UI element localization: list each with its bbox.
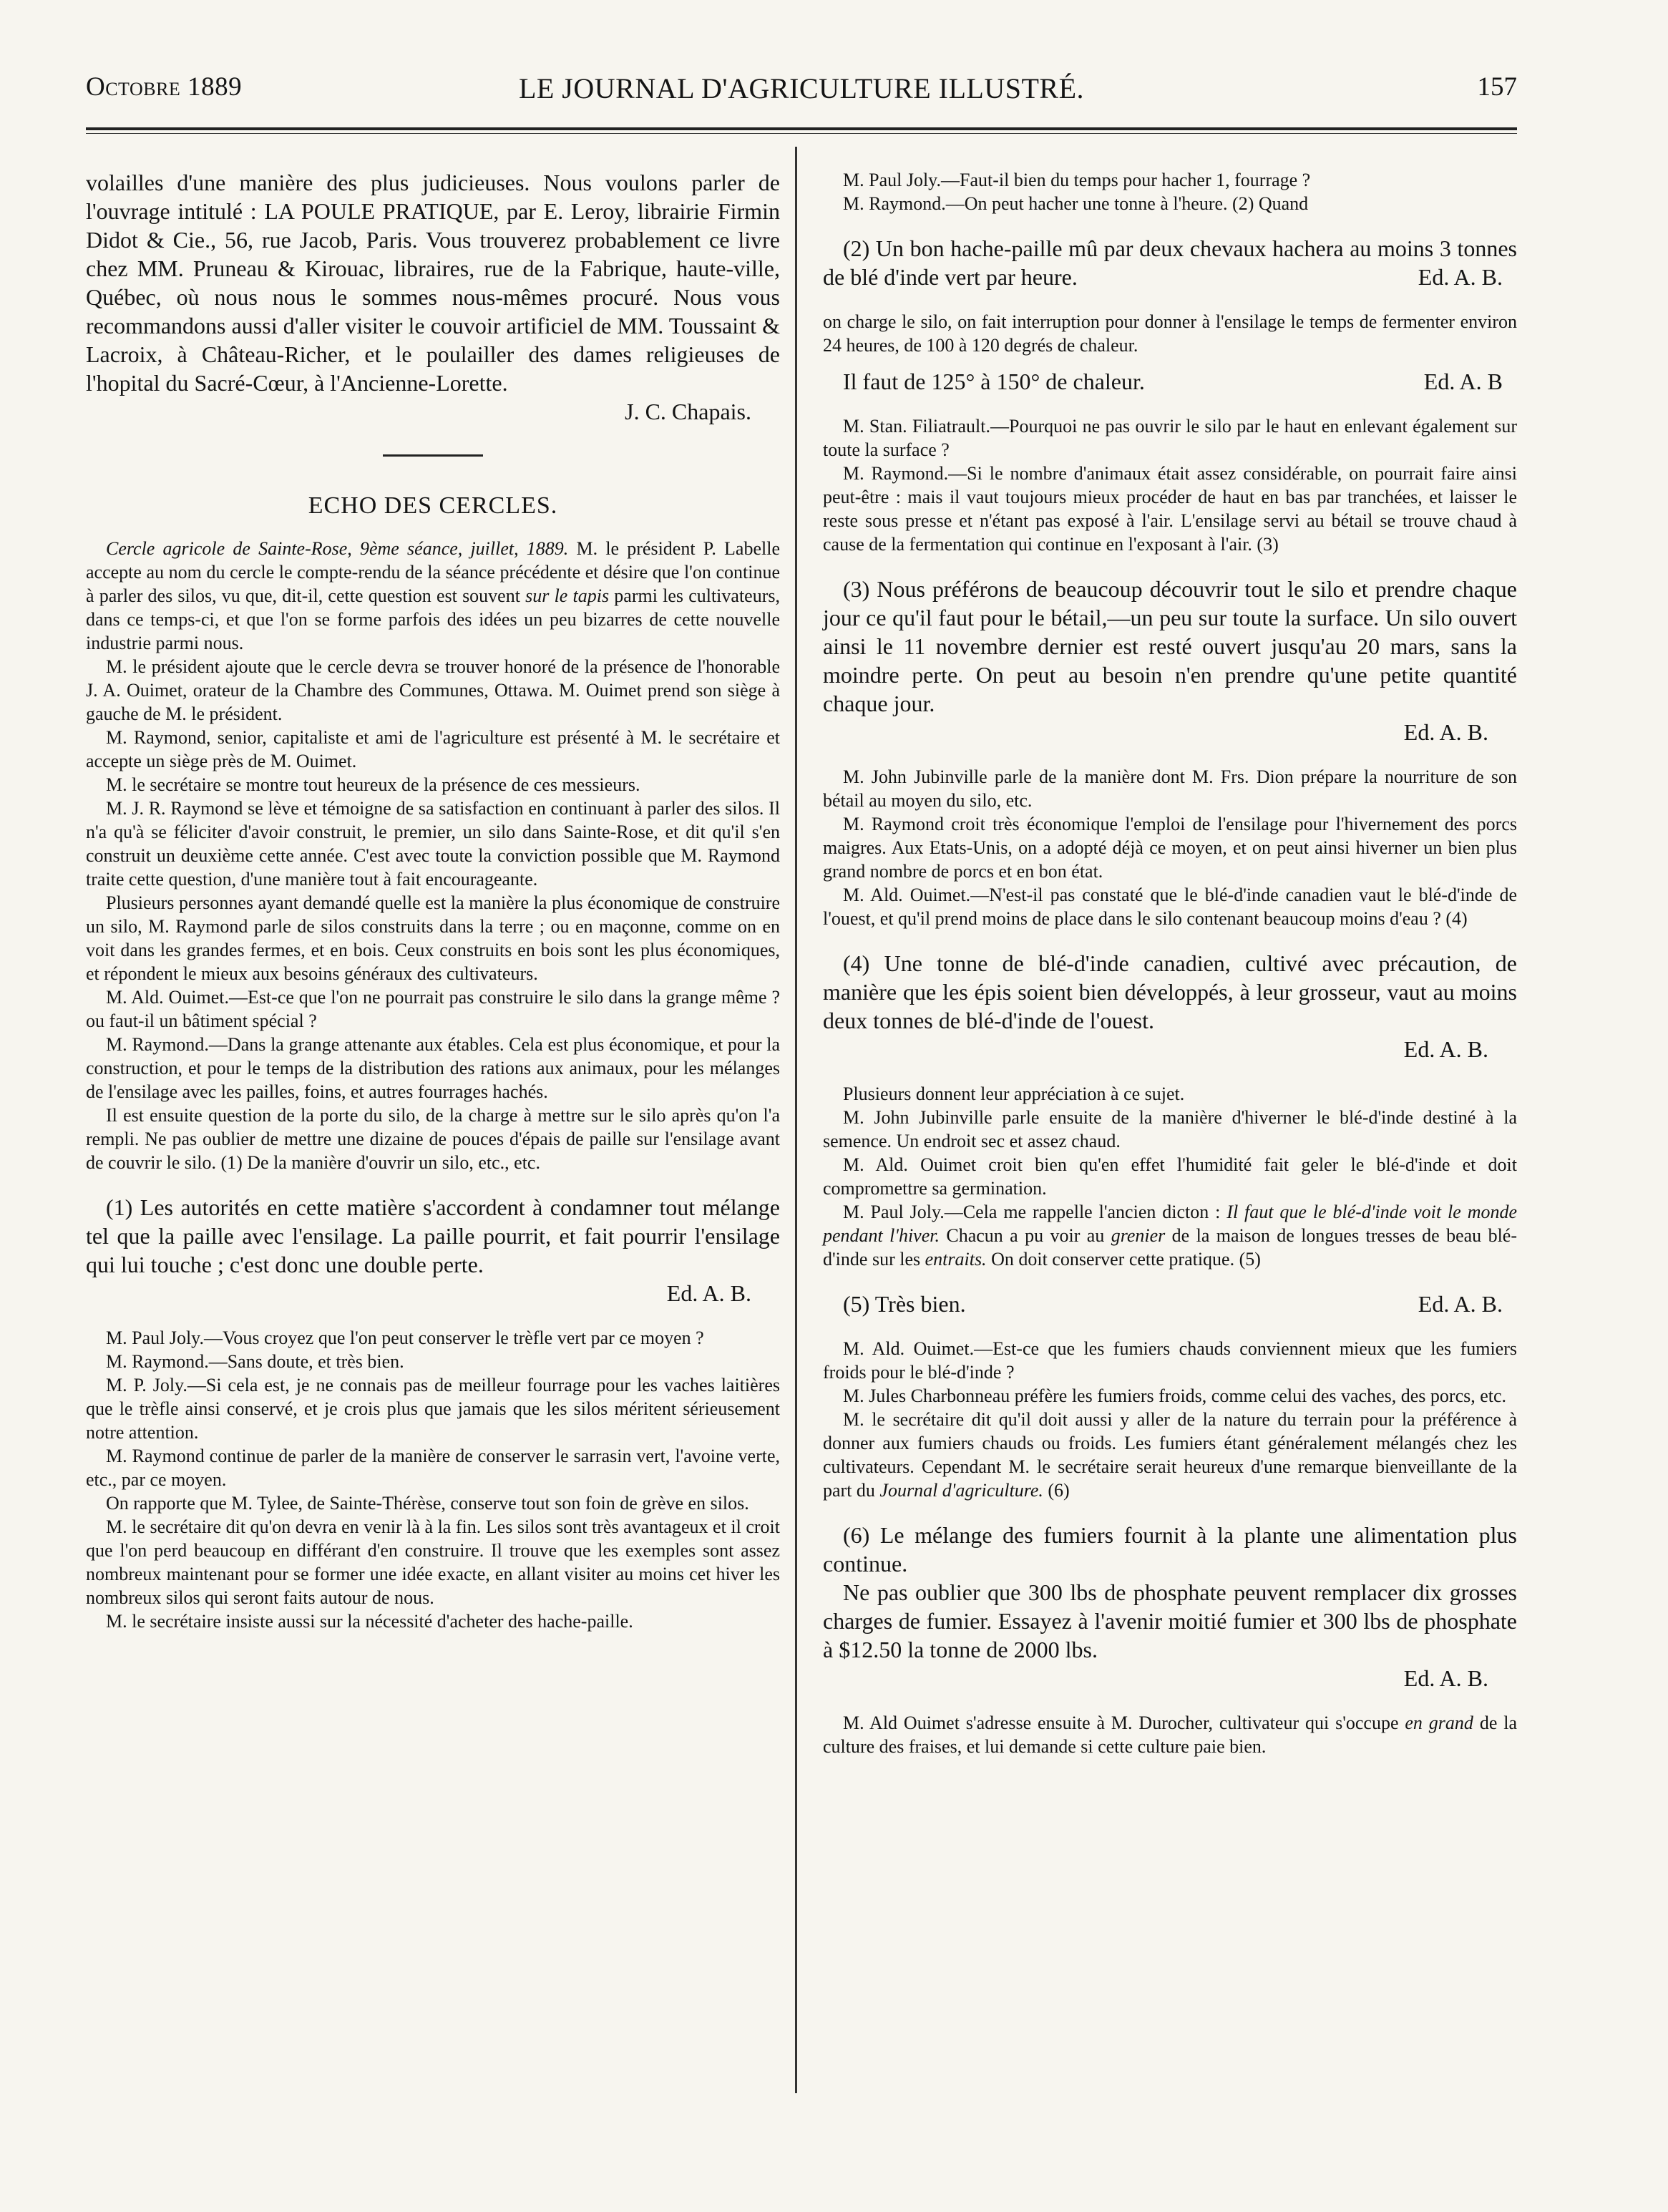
editor-signature: Ed. A. B: [1423, 369, 1503, 394]
editor-signature: Ed. A. B.: [1418, 1291, 1503, 1317]
intro-signature: J. C. Chapais.: [625, 399, 751, 424]
paragraph: M. J. R. Raymond se lève et témoigne de sa satisfaction en continuant à parler des silos. Il n'a qu'à se féliciter d'avoir construit, le premier, un silo dans Sainte-Rose, et dit qu'il s'en construit un deuxième cette année. C'est avec toute la conviction possible que M. Raymond traite cette question, d'une manière tout à fait encourageante.: [86, 798, 780, 890]
right-column: [823, 168, 1517, 1758]
meeting-heading: Cercle agricole de Sainte-Rose, 9ème séance, juillet, 1889.: [106, 538, 569, 559]
editor-note: (5) Très bien. Ed. A. B.: [823, 1290, 1517, 1318]
paragraph: M. John Jubinville parle de la manière dont M. Frs. Dion prépare la nourriture de son bétail au moyen du silo, etc.: [823, 766, 1517, 811]
paragraph: M. le secrétaire se montre tout heureux de la présence de ces messieurs.: [106, 774, 640, 795]
page-number: 157: [1477, 72, 1517, 102]
paragraph: M. Raymond.—Sans doute, et très bien.: [106, 1351, 404, 1372]
paragraph: M. Ald. Ouimet croit bien qu'en effet l'humidité fait geler le blé-d'inde et doit compromettre sa germination.: [823, 1154, 1517, 1199]
paragraph: M. Raymond, senior, capitaliste et ami de l'agriculture est présenté à M. le secrétaire et accepte un siège près de M. Ouimet.: [86, 727, 780, 771]
editor-note: (3) Nous préférons de beaucoup découvrir tout le silo et prendre chaque jour ce qu'il faut pour le bétail,—un peu sur toute la surface. Un silo ouvert ainsi le 11 novembre dernier est resté ouvert jusqu'au 20 mars, sans la moindre perte. On peut au besoin n'en prendre qu'une petite quantité chaque jour.: [823, 576, 1517, 716]
paragraph: M. P. Joly.—Si cela est, je ne connais pas de meilleur fourrage pour les vaches laitières que le trèfle ainsi conservé, et je crois plus que jamais que les silos méritent sérieusement notre attention.: [86, 1375, 780, 1443]
editor-note: (4) Une tonne de blé-d'inde canadien, cultivé avec précaution, de manière que les épis soient bien développés, à leur grosseur, vaut au moins deux tonnes de blé-d'inde de l'ouest.: [823, 950, 1517, 1033]
paragraph: Plusieurs donnent leur appréciation à ce sujet.: [843, 1083, 1185, 1104]
paragraph: Il est ensuite question de la porte du silo, de la charge à mettre sur le silo après qu'on l'a rempli. Ne pas oublier de mettre une dizaine de pouces d'épais de paille sur l'ensilage avant de couvrir le silo. (1) De la manière d'ouvrir un silo, etc., etc.: [86, 1105, 780, 1173]
editor-signature: Ed. A. B.: [1403, 1036, 1488, 1062]
paragraph: M. le président ajoute que le cercle devra se trouver honoré de la présence de l'honorable J. A. Ouimet, orateur de la Chambre des Communes, Ottawa. M. Ouimet prend son siège à gauche de M. le président.: [86, 656, 780, 724]
editor-note: (2) Un bon hache-paille mû par deux chevaux hachera au moins 3 tonnes de blé d'inde vert par heure. Ed. A. B.: [823, 235, 1517, 290]
paragraph: M. Raymond.—On peut hacher une tonne à l'heure. (2) Quand: [843, 193, 1309, 214]
paragraph: M. le secrétaire dit qu'il doit aussi y aller de la nature du terrain pour la préférence à donner aux fumiers chauds ou froids. Les fumiers étant généralement mélangés chez les cultivateurs. Cependant M. le secrétaire serait heureux d'une remarque bienveillante de la part du Journal d'agriculture. (6): [823, 1409, 1517, 1501]
paragraph: M. Paul Joly.—Vous croyez que l'on peut conserver le trèfle vert par ce moyen ?: [106, 1327, 704, 1348]
paragraph: M. le secrétaire insiste aussi sur la nécessité d'acheter des hache-paille.: [106, 1611, 633, 1632]
paragraph: M. John Jubinville parle ensuite de la manière d'hiverner le blé-d'inde destiné à la semence. Un endroit sec et assez chaud.: [823, 1107, 1517, 1151]
editor-note: (6) Le mélange des fumiers fournit à la plante une alimentation plus continue.: [823, 1522, 1517, 1577]
paragraph: Plusieurs personnes ayant demandé quelle est la manière la plus économique de construire un silo, M. Raymond parle de silos construits dans la terre ; ou en maçonne, comme on en voit dans les grandes fermes, et en bois. Ceux construits en bois sont les plus économiques, et répondent le mieux aux besoins généraux des cultivateurs.: [86, 892, 780, 984]
left-column: [86, 168, 780, 1633]
paragraph: M. Paul Joly.—Cela me rappelle l'ancien dicton : Il faut que le blé-d'inde voit le monde pendant l'hiver. Chacun a pu voir au grenier de la maison de longues tresses de beau blé-d'inde sur les entraits. On doit conserver cette pratique. (5): [823, 1202, 1518, 1270]
editor-note: Ne pas oublier que 300 lbs de phosphate peuvent remplacer dix grosses charges de fumier. Essayez à l'avenir moitié fumier et 300 lbs de phosphate à $12.50 la tonne de 2000 lbs.: [823, 1579, 1517, 1662]
journal-title: LE JOURNAL D'AGRICULTURE ILLUSTRÉ.: [518, 72, 1085, 104]
paragraph: M. Ald. Ouimet.—Est-ce que l'on ne pourrait pas construire le silo dans la grange même ? ou faut-il un bâtiment spécial ?: [86, 987, 780, 1031]
header-rule-thin: [86, 133, 1517, 134]
paragraph: M. Paul Joly.—Faut-il bien du temps pour hacher 1, fourrage ?: [843, 170, 1311, 190]
paragraph: on charge le silo, on fait interruption pour donner à l'ensilage le temps de fermenter environ 24 heures, de 100 à 120 degrés de chaleur.: [823, 311, 1517, 356]
section-title: ECHO DES CERCLES.: [308, 492, 558, 519]
paragraph: On rapporte que M. Tylee, de Sainte-Thérèse, conserve tout son foin de grève en silos.: [106, 1493, 749, 1514]
paragraph: M. le secrétaire dit qu'on devra en venir là à la fin. Les silos sont très avantageux et il croit que l'on perd beaucoup en différant d'en construire. Il trouve que les exemples sont assez nombreux maintenant pour se former une idée exacte, en allant visiter au moins cet hiver les nombreux silos qui seront faits autour de nous.: [86, 1516, 780, 1608]
editor-note: (1) Les autorités en cette matière s'accordent à condamner tout mélange tel que la paille avec l'ensilage. La paille pourrit, et fait pourrir l'ensilage qui lui touche ; c'est donc une double perte.: [86, 1194, 780, 1277]
paragraph: M. Jules Charbonneau préfère les fumiers froids, comme celui des vaches, des porcs, etc.: [843, 1385, 1507, 1406]
paragraph: M. Raymond continue de parler de la manière de conserver le sarrasin vert, l'avoine verte, etc., par ce moyen.: [86, 1446, 780, 1490]
section-separator: [383, 454, 483, 457]
header-rule: [86, 127, 1517, 130]
editor-signature: Ed. A. B.: [666, 1280, 751, 1306]
paragraph: M. Stan. Filiatrault.—Pourquoi ne pas ouvrir le silo par le haut en enlevant également sur toute la surface ?: [823, 416, 1517, 460]
paragraph: Cercle agricole de Sainte-Rose, 9ème séance, juillet, 1889. M. le président P. Labelle accepte au nom du cercle le compte-rendu de la séance précédente et désire que l'on continue à parler des silos, vu que, dit-il, cette question est souvent sur le tapis parmi les cultivateurs, dans ce temps-ci, et que l'on se forme parfois des idées un peu bizarres de cette nouvelle industrie parmi nous.: [86, 538, 780, 653]
paragraph: M. Ald. Ouimet.—Est-ce que les fumiers chauds conviennent mieux que les fumiers froids pour le blé-d'inde ?: [823, 1338, 1517, 1383]
editor-signature: Ed. A. B.: [1403, 719, 1488, 745]
paragraph: M. Ald Ouimet s'adresse ensuite à M. Durocher, cultivateur qui s'occupe en grand de la culture des fraises, et lui demande si cette culture paie bien.: [823, 1712, 1517, 1757]
editor-signature: Ed. A. B.: [1418, 264, 1503, 290]
issue-date: Octobre 1889: [86, 72, 243, 102]
page-header: [86, 72, 1517, 115]
paragraph: M. Ald. Ouimet.—N'est-il pas constaté que le blé-d'inde canadien vaut le blé-d'inde de l'ouest, et qu'il prend moins de place dans le silo contenant beaucoup moins d'eau ? (4): [823, 885, 1517, 929]
intro-paragraph: volailles d'une manière des plus judicieuses. Nous voulons parler de l'ouvrage intitulé : LA POULE PRATIQUE, par E. Leroy, librairie Firmin Didot & Cie., 56, rue Jacob, Paris. Vous trouverez probablement ce livre chez MM. Pruneau & Kirouac, libraires, rue de la Fabrique, haute-ville, Québec, où nous nous le sommes nous-mêmes procuré. Nous vous recommandons aussi d'aller visiter le couvoir artificiel de MM. Toussaint & Lacroix, à Château-Richer, et le poulailler des dames religieuses de l'hopital du Sacré-Cœur, à l'Ancienne-Lorette.: [86, 170, 780, 396]
editor-signature: Ed. A. B.: [1403, 1665, 1488, 1691]
editor-note: Il faut de 125° à 150° de chaleur. Ed. A. B: [823, 367, 1517, 396]
column-divider: [795, 147, 797, 2093]
paragraph: M. Raymond croit très économique l'emploi de l'ensilage pour l'hivernement des porcs maigres. Aux Etats-Unis, on a adopté déjà ce moyen, et on peut ainsi hiverner un bien plus grand nombre de porcs et en bon état.: [823, 814, 1517, 882]
paragraph: M. Raymond.—Dans la grange attenante aux étables. Cela est plus économique, et pour la construction, et pour le temps de la distribution des rations aux animaux, pour les mélanges de l'ensilage avec les pailles, foins, et autres fourrages hachés.: [86, 1034, 780, 1102]
paragraph: M. Raymond.—Si le nombre d'animaux était assez considérable, on pourrait faire ainsi peut-être : mais il vaut toujours mieux procéder de haut en bas par tranchées, et laisser le reste sous presse et n'étant pas exposé à l'air. L'ensilage servi au bétail se trouve chaud à cause de la fermentation qui continue en l'exposant à l'air. (3): [823, 463, 1517, 555]
